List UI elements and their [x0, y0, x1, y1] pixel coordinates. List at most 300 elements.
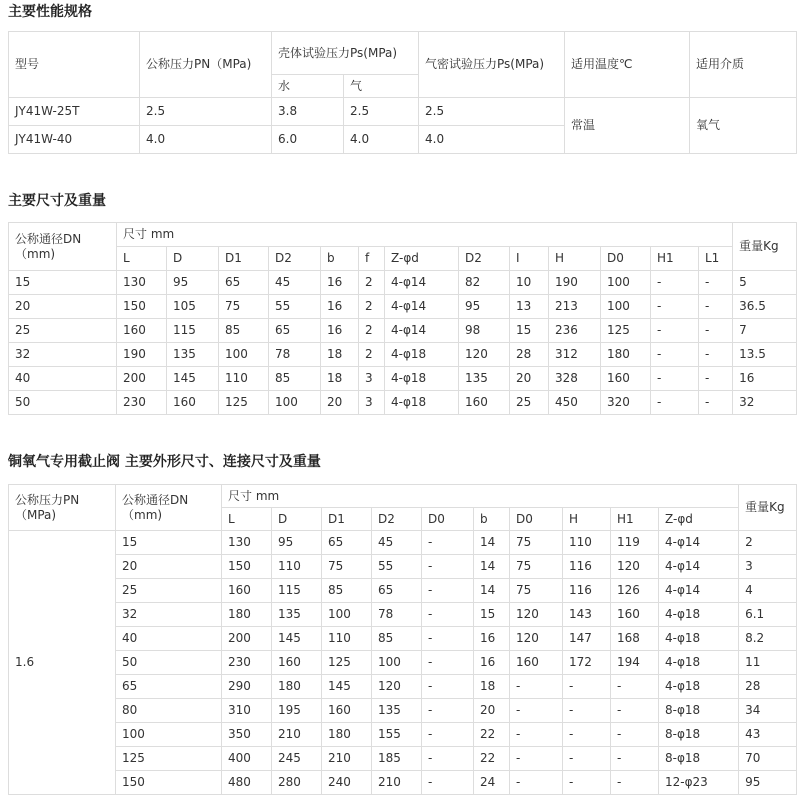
table-cell: 119 [611, 531, 659, 555]
header-medium: 适用介质 [690, 32, 797, 98]
table-cell: 85 [322, 579, 372, 603]
table-cell: 145 [167, 367, 219, 391]
table-cell: 10 [510, 271, 549, 295]
table-cell: - [422, 603, 474, 627]
table-cell: 400 [222, 747, 272, 771]
table-row [9, 747, 797, 771]
table-cell: 4 [739, 579, 797, 603]
table-cell: 24 [474, 771, 510, 795]
column-header: L [117, 247, 167, 271]
cell-medium: 氧气 [690, 98, 797, 154]
cell-seal: 2.5 [419, 98, 565, 126]
cell-seal: 4.0 [419, 126, 565, 154]
table-cell: 65 [372, 579, 422, 603]
cell-pn: 2.5 [140, 98, 272, 126]
table-cell: - [563, 747, 611, 771]
table-cell: 120 [611, 555, 659, 579]
table-cell: 105 [167, 295, 219, 319]
table-cell: - [699, 319, 733, 343]
table-cell: 280 [272, 771, 322, 795]
table-cell: 120 [459, 343, 510, 367]
table-cell: 11 [739, 651, 797, 675]
table-cell: - [422, 555, 474, 579]
table-cell: - [510, 747, 563, 771]
table-cell: 70 [739, 747, 797, 771]
cell-pn: 1.6 [9, 531, 116, 795]
table-cell: 32 [116, 603, 222, 627]
table-cell: 150 [222, 555, 272, 579]
header-size: 尺寸 mm [222, 485, 739, 508]
header-dn: 公称通径DN（mm) [116, 485, 222, 531]
table-cell: 75 [510, 579, 563, 603]
table-cell: 78 [372, 603, 422, 627]
table-cell: 145 [272, 627, 322, 651]
table-cell: 3 [359, 391, 385, 415]
table-cell: 16 [474, 651, 510, 675]
header-weight: 重量Kg [733, 223, 797, 271]
table-cell: - [611, 771, 659, 795]
table-cell: 168 [611, 627, 659, 651]
table-cell: 110 [563, 531, 611, 555]
column-header: b [321, 247, 359, 271]
table-cell: 236 [549, 319, 601, 343]
table-cell: - [422, 747, 474, 771]
table-row [9, 579, 797, 603]
table-cell: 65 [219, 271, 269, 295]
table-cell: 350 [222, 723, 272, 747]
table-cell: - [510, 675, 563, 699]
table-cell: - [651, 319, 699, 343]
column-header: D2 [459, 247, 510, 271]
table-cell: 7 [733, 319, 797, 343]
table-cell: 110 [219, 367, 269, 391]
column-header: D0 [601, 247, 651, 271]
table-cell: 210 [272, 723, 322, 747]
table-cell: - [699, 367, 733, 391]
table-cell: 210 [322, 747, 372, 771]
dimensions-table [8, 222, 797, 415]
table-cell: 36.5 [733, 295, 797, 319]
table-cell: 160 [601, 367, 651, 391]
table-cell: 20 [116, 555, 222, 579]
table-cell: 14 [474, 579, 510, 603]
column-header: L1 [699, 247, 733, 271]
table-cell: 145 [322, 675, 372, 699]
table-cell: 180 [322, 723, 372, 747]
table-cell: 15 [9, 271, 117, 295]
table-cell: 150 [117, 295, 167, 319]
table-cell: 25 [116, 579, 222, 603]
table-cell: 8-φ18 [659, 723, 739, 747]
header-pn: 公称压力PN（MPa) [140, 32, 272, 98]
table-subheader-row [9, 247, 797, 271]
table-row [9, 603, 797, 627]
table-cell: 160 [459, 391, 510, 415]
table-cell: - [422, 651, 474, 675]
table-cell: 15 [474, 603, 510, 627]
table-row [9, 531, 797, 555]
table-row [9, 271, 797, 295]
header-shell-test: 壳体试验压力Ps(MPa) [272, 32, 419, 75]
table-cell: - [510, 771, 563, 795]
table-cell: 240 [322, 771, 372, 795]
table-header-row [9, 485, 797, 508]
column-header: L [222, 508, 272, 531]
table-cell: 22 [474, 723, 510, 747]
table-row [9, 651, 797, 675]
table-cell: - [422, 579, 474, 603]
table-cell: 18 [474, 675, 510, 699]
table-cell: 16 [474, 627, 510, 651]
table-cell: 4-φ14 [385, 319, 459, 343]
table-cell: 116 [563, 555, 611, 579]
table-cell: 12-φ23 [659, 771, 739, 795]
table-header-row [9, 223, 797, 247]
table-cell: 85 [269, 367, 321, 391]
table-cell: 65 [322, 531, 372, 555]
table-cell: 22 [474, 747, 510, 771]
table-cell: 4-φ18 [659, 675, 739, 699]
table-cell: - [699, 343, 733, 367]
table-cell: 98 [459, 319, 510, 343]
table-cell: 13.5 [733, 343, 797, 367]
table-cell: 120 [372, 675, 422, 699]
table-cell: 65 [116, 675, 222, 699]
table-cell: - [422, 723, 474, 747]
table-cell: 15 [116, 531, 222, 555]
table-cell: 20 [510, 367, 549, 391]
table-cell: - [563, 675, 611, 699]
column-header: D1 [219, 247, 269, 271]
table-cell: 115 [272, 579, 322, 603]
table-row [9, 343, 797, 367]
table-row [9, 627, 797, 651]
table-cell: 8-φ18 [659, 699, 739, 723]
table-cell: 50 [9, 391, 117, 415]
table-cell: 120 [510, 603, 563, 627]
table-cell: 40 [116, 627, 222, 651]
table-cell: - [699, 271, 733, 295]
table-cell: 2 [359, 295, 385, 319]
table-cell: 160 [322, 699, 372, 723]
table-cell: 5 [733, 271, 797, 295]
table-cell: 328 [549, 367, 601, 391]
column-header: I [510, 247, 549, 271]
header-temp: 适用温度℃ [565, 32, 690, 98]
table-cell: - [651, 343, 699, 367]
column-header: H [563, 508, 611, 531]
table-cell: - [510, 723, 563, 747]
table-cell: - [563, 723, 611, 747]
table-cell: 18 [321, 343, 359, 367]
table-cell: 100 [601, 295, 651, 319]
table-cell: 190 [117, 343, 167, 367]
section-title-dimensions: 主要尺寸及重量 [8, 193, 106, 209]
table-cell: 172 [563, 651, 611, 675]
table-cell: 8-φ18 [659, 747, 739, 771]
table-cell: 180 [601, 343, 651, 367]
table-cell: 480 [222, 771, 272, 795]
table-cell: 310 [222, 699, 272, 723]
table-cell: - [563, 771, 611, 795]
table-cell: 230 [222, 651, 272, 675]
table-cell: 3 [739, 555, 797, 579]
table-cell: 135 [272, 603, 322, 627]
table-cell: 75 [219, 295, 269, 319]
table-cell: 130 [222, 531, 272, 555]
table-cell: 95 [739, 771, 797, 795]
column-header: D2 [269, 247, 321, 271]
table-cell: - [651, 295, 699, 319]
table-cell: 125 [116, 747, 222, 771]
table-cell: 100 [269, 391, 321, 415]
table-cell: 4-φ18 [385, 391, 459, 415]
table-cell: 150 [116, 771, 222, 795]
table-cell: 4-φ18 [385, 367, 459, 391]
table-cell: 16 [321, 271, 359, 295]
table-cell: 75 [510, 531, 563, 555]
column-header: f [359, 247, 385, 271]
table-cell: 180 [222, 603, 272, 627]
table-cell: - [563, 699, 611, 723]
header-size: 尺寸 mm [117, 223, 733, 247]
table-cell: 25 [9, 319, 117, 343]
table-cell: - [422, 675, 474, 699]
table-row [9, 699, 797, 723]
table-row [9, 675, 797, 699]
table-cell: 135 [459, 367, 510, 391]
table-cell: 245 [272, 747, 322, 771]
table-cell: 50 [116, 651, 222, 675]
table-cell: 18 [321, 367, 359, 391]
table-cell: - [651, 367, 699, 391]
cell-water: 6.0 [272, 126, 344, 154]
table-cell: 4-φ18 [659, 603, 739, 627]
table-cell: 4-φ14 [659, 531, 739, 555]
table-cell: 210 [372, 771, 422, 795]
table-cell: 160 [611, 603, 659, 627]
table-row [9, 319, 797, 343]
table-cell: 147 [563, 627, 611, 651]
table-cell: 100 [601, 271, 651, 295]
header-water: 水 [272, 75, 344, 98]
header-seal-test: 气密试验压力Ps(MPa) [419, 32, 565, 98]
table-cell: 65 [269, 319, 321, 343]
table-cell: - [651, 271, 699, 295]
table-cell: 120 [510, 627, 563, 651]
table-cell: 4-φ18 [385, 343, 459, 367]
table-cell: 20 [474, 699, 510, 723]
cell-model: JY41W-40 [9, 126, 140, 154]
table-cell: 2 [359, 271, 385, 295]
column-header: H [549, 247, 601, 271]
table-cell: 15 [510, 319, 549, 343]
table-cell: 126 [611, 579, 659, 603]
table-row [9, 771, 797, 795]
header-dn: 公称通径DN（mm) [9, 223, 117, 271]
table-cell: 95 [459, 295, 510, 319]
table-cell: 312 [549, 343, 601, 367]
table-cell: 55 [372, 555, 422, 579]
table-cell: 95 [272, 531, 322, 555]
table-cell: 160 [272, 651, 322, 675]
cell-pn: 4.0 [140, 126, 272, 154]
table-cell: 450 [549, 391, 601, 415]
table-cell: 125 [322, 651, 372, 675]
table-cell: 125 [219, 391, 269, 415]
column-header: b [474, 508, 510, 531]
table-cell: 16 [733, 367, 797, 391]
table-cell: 180 [272, 675, 322, 699]
table-cell: 32 [9, 343, 117, 367]
table-row [9, 391, 797, 415]
cell-model: JY41W-25T [9, 98, 140, 126]
table-cell: 45 [269, 271, 321, 295]
table-cell: 100 [116, 723, 222, 747]
header-pn: 公称压力PN（MPa) [9, 485, 116, 531]
table-cell: 28 [510, 343, 549, 367]
table-cell: - [699, 295, 733, 319]
table-cell: - [699, 391, 733, 415]
header-model: 型号 [9, 32, 140, 98]
table-row [9, 367, 797, 391]
table-cell: 80 [116, 699, 222, 723]
table-cell: 110 [322, 627, 372, 651]
table-cell: - [651, 391, 699, 415]
table-cell: 190 [549, 271, 601, 295]
table-cell: 100 [322, 603, 372, 627]
table-cell: - [422, 771, 474, 795]
table-cell: 4-φ14 [659, 579, 739, 603]
table-cell: 160 [222, 579, 272, 603]
table-cell: 85 [219, 319, 269, 343]
table-cell: 213 [549, 295, 601, 319]
table-cell: 28 [739, 675, 797, 699]
header-gas: 气 [344, 75, 419, 98]
column-header: Z-φd [659, 508, 739, 531]
table-cell: - [422, 699, 474, 723]
table-cell: - [510, 699, 563, 723]
table-cell: 290 [222, 675, 272, 699]
table-cell: 16 [321, 295, 359, 319]
table-row [9, 295, 797, 319]
table-cell: 4-φ14 [385, 295, 459, 319]
table-cell: 4-φ18 [659, 651, 739, 675]
table-cell: 155 [372, 723, 422, 747]
column-header: D1 [322, 508, 372, 531]
section-title-performance: 主要性能规格 [8, 4, 92, 20]
table-cell: 4-φ14 [659, 555, 739, 579]
table-cell: 143 [563, 603, 611, 627]
table-cell: 160 [167, 391, 219, 415]
table-cell: 78 [269, 343, 321, 367]
table-cell: - [611, 723, 659, 747]
table-cell: 2 [359, 319, 385, 343]
table-cell: 75 [510, 555, 563, 579]
table-cell: 160 [117, 319, 167, 343]
table-cell: 185 [372, 747, 422, 771]
column-header: D [272, 508, 322, 531]
table-cell: 95 [167, 271, 219, 295]
table-cell: 20 [9, 295, 117, 319]
table-header-row [9, 32, 797, 75]
table-cell: 130 [117, 271, 167, 295]
cell-gas: 4.0 [344, 126, 419, 154]
table-cell: 43 [739, 723, 797, 747]
table-cell: - [422, 531, 474, 555]
table-cell: 13 [510, 295, 549, 319]
table-cell: 16 [321, 319, 359, 343]
table-row [9, 555, 797, 579]
table-cell: 14 [474, 555, 510, 579]
table-cell: 40 [9, 367, 117, 391]
table-cell: 110 [272, 555, 322, 579]
table-cell: 3 [359, 367, 385, 391]
section-title-copper-valve: 铜氧气专用截止阀 主要外形尺寸、连接尺寸及重量 [8, 454, 321, 470]
table-cell: 6.1 [739, 603, 797, 627]
table-cell: 4-φ18 [659, 627, 739, 651]
table-cell: 82 [459, 271, 510, 295]
cell-water: 3.8 [272, 98, 344, 126]
performance-table [8, 31, 797, 154]
cell-temp: 常温 [565, 98, 690, 154]
table-cell: - [611, 699, 659, 723]
column-header: D0 [422, 508, 474, 531]
table-cell: 200 [117, 367, 167, 391]
table-cell: 32 [733, 391, 797, 415]
table-cell: - [611, 747, 659, 771]
table-cell: 194 [611, 651, 659, 675]
table-cell: 55 [269, 295, 321, 319]
table-cell: 85 [372, 627, 422, 651]
table-cell: - [422, 627, 474, 651]
column-header: D2 [372, 508, 422, 531]
table-cell: 2 [359, 343, 385, 367]
table-cell: 200 [222, 627, 272, 651]
table-cell: 100 [219, 343, 269, 367]
column-header: Z-φd [385, 247, 459, 271]
table-cell: 116 [563, 579, 611, 603]
column-header: D [167, 247, 219, 271]
table-cell: 160 [510, 651, 563, 675]
table-row [9, 723, 797, 747]
table-cell: 2 [739, 531, 797, 555]
table-cell: 135 [372, 699, 422, 723]
table-cell: 8.2 [739, 627, 797, 651]
header-weight: 重量Kg [739, 485, 797, 531]
table-cell: 125 [601, 319, 651, 343]
table-cell: 100 [372, 651, 422, 675]
table-cell: 14 [474, 531, 510, 555]
column-header: H1 [611, 508, 659, 531]
table-cell: 20 [321, 391, 359, 415]
column-header: H1 [651, 247, 699, 271]
column-header: D0 [510, 508, 563, 531]
table-cell: 135 [167, 343, 219, 367]
copper-valve-table [8, 484, 797, 795]
table-row [9, 98, 797, 126]
table-cell: 45 [372, 531, 422, 555]
table-cell: 25 [510, 391, 549, 415]
table-cell: 320 [601, 391, 651, 415]
table-cell: 115 [167, 319, 219, 343]
cell-gas: 2.5 [344, 98, 419, 126]
table-cell: 75 [322, 555, 372, 579]
table-cell: 230 [117, 391, 167, 415]
table-cell: 195 [272, 699, 322, 723]
table-cell: - [611, 675, 659, 699]
table-cell: 34 [739, 699, 797, 723]
